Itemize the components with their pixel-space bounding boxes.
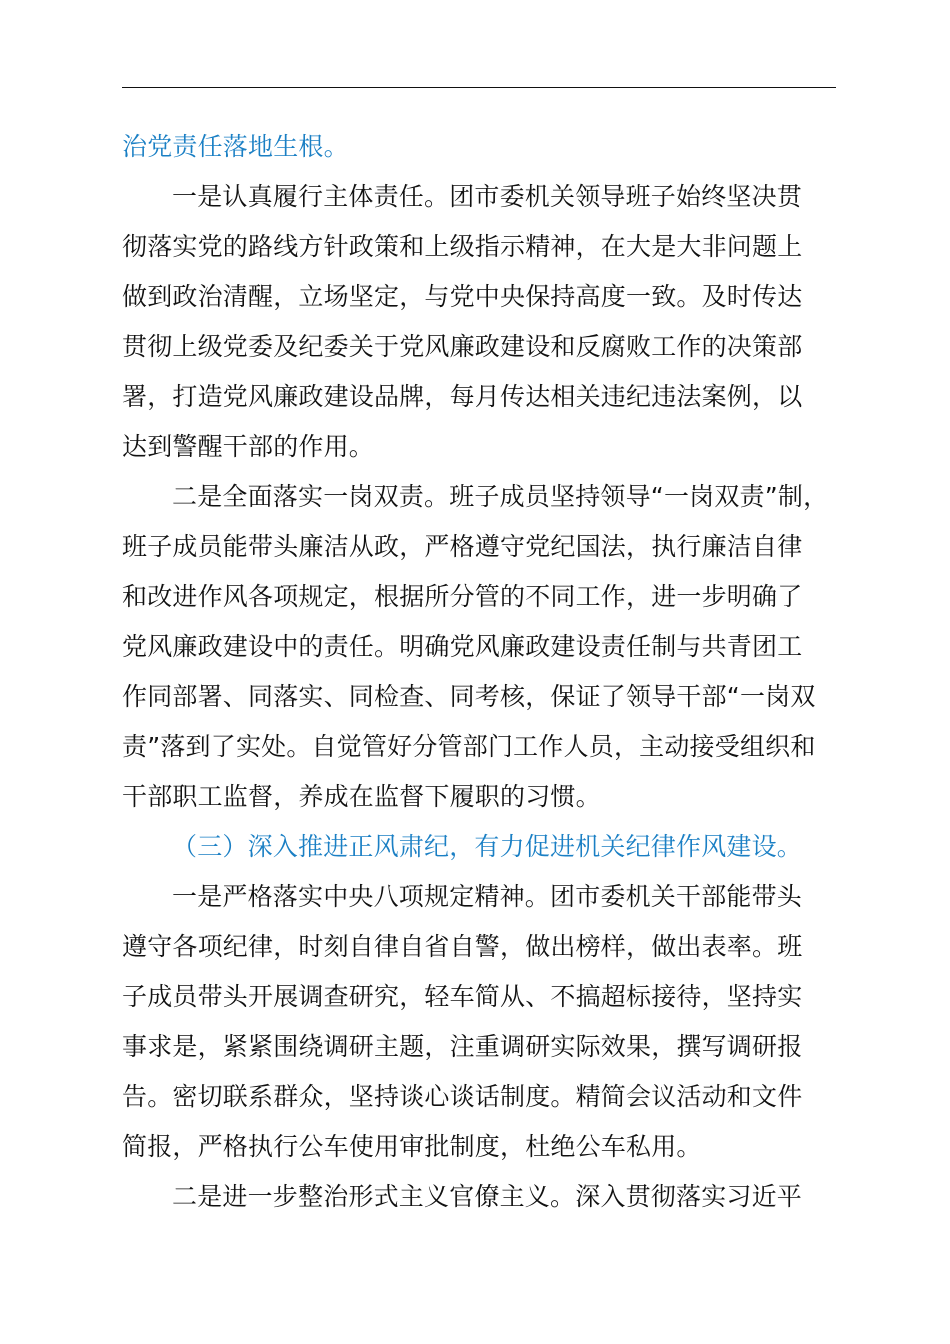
paragraph-line: 事求是，紧紧围绕调研主题，注重调研实际效果，撰写调研报 [122, 1032, 803, 1061]
paragraph-line: 干部职工监督，养成在监督下履职的习惯。 [122, 782, 601, 811]
paragraph-line: 告。密切联系群众，坚持谈心谈话制度。精简会议活动和文件 [122, 1082, 803, 1111]
paragraph-line: 一是严格落实中央八项规定精神。团市委机关干部能带头 [172, 882, 803, 911]
paragraph-line: 做到政治清醒，立场坚定，与党中央保持高度一致。及时传达 [122, 282, 803, 311]
header-rule [122, 87, 836, 88]
paragraph-line: 一是认真履行主体责任。团市委机关领导班子始终坚决贯 [172, 182, 803, 211]
paragraph-line: 责”落到了实处。自觉管好分管部门工作人员，主动接受组织和 [122, 732, 816, 761]
paragraph-line: 简报，严格执行公车使用审批制度，杜绝公车私用。 [122, 1132, 702, 1161]
paragraph-line: 班子成员能带头廉洁从政，严格遵守党纪国法，执行廉洁自律 [122, 532, 803, 561]
paragraph-line: 达到警醒干部的作用。 [122, 432, 375, 461]
section-heading-continuation: 治党责任落地生根。 [122, 132, 349, 161]
paragraph-line: 子成员带头开展调查研究，轻车简从、不搞超标接待，坚持实 [122, 982, 803, 1011]
paragraph-line: 贯彻上级党委及纪委关于党风廉政建设和反腐败工作的决策部 [122, 332, 803, 361]
paragraph-line: 党风廉政建设中的责任。明确党风廉政建设责任制与共青团工 [122, 632, 803, 661]
paragraph-line: 遵守各项纪律，时刻自律自省自警，做出榜样，做出表率。班 [122, 932, 803, 961]
paragraph-line: 作同部署、同落实、同检查、同考核，保证了领导干部“一岗双 [122, 682, 816, 711]
section-heading: （三）深入推进正风肃纪，有力促进机关纪律作风建设。 [172, 832, 803, 861]
paragraph-line: 和改进作风各项规定，根据所分管的不同工作，进一步明确了 [122, 582, 803, 611]
paragraph-line: 二是全面落实一岗双责。班子成员坚持领导“一岗双责”制， [172, 482, 829, 511]
paragraph-line: 署，打造党风廉政建设品牌，每月传达相关违纪违法案例，以 [122, 382, 803, 411]
paragraph-line: 彻落实党的路线方针政策和上级指示精神，在大是大非问题上 [122, 232, 803, 261]
document-body [122, 122, 836, 1222]
paragraph-line: 二是进一步整治形式主义官僚主义。深入贯彻落实习近平 [172, 1182, 803, 1211]
